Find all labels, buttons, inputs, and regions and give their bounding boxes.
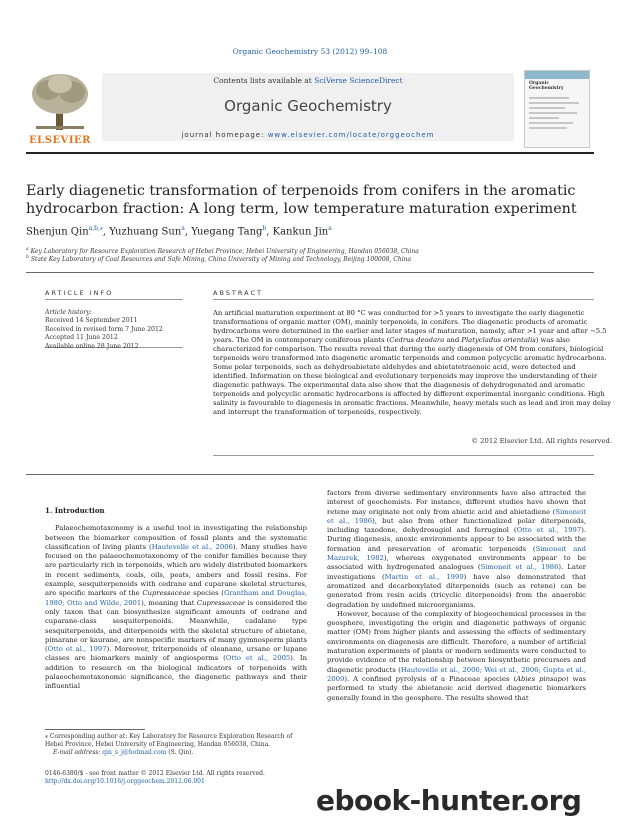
footnote: ⁎ Corresponding author at: Key Laboratory for Resource Exploration Research of Hebei Province, Hebei University of Engineering, Handan 056038, China. E-mail address: qin_s_j@hotmail.com (S. Qin).	[45, 733, 293, 756]
journal-homepage: journal homepage: www.elsevier.com/locate/orggeochem	[181, 131, 435, 139]
article-info-rule	[45, 299, 183, 300]
paragraph	[45, 524, 307, 691]
corresponding-author-mark[interactable]: ⁎	[99, 225, 103, 232]
paragraph	[327, 610, 586, 703]
text-run: ). Later investigations (	[327, 563, 586, 581]
citation-link[interactable]: Hautevelle et al., 2006; Wei et al., 2006; Gupta et al., 2009	[327, 665, 586, 683]
body-rule	[26, 474, 594, 475]
citation-link[interactable]: Simoneit and Mazurek, 1982	[327, 544, 586, 563]
article-history: Article history: Received 14 September 2011 Received in revised form 7 June 2012 Accepted 11 June 2012 Available online 28 June 2012	[45, 309, 163, 350]
citation-link[interactable]: Grantham and Douglas, 1980; Otto and Wilde, 2001	[45, 589, 308, 607]
doi-link[interactable]: http://dx.doi.org/10.1016/j.orggeochem.2012.06.001	[45, 778, 205, 785]
text-run: ) have also demonstrated that aromatized and decarboxylated diterpenoids (such as retene) can be generated from resin acids (tricyclic diterpenoids) from the anaerobic degradation by undefined microorganisms.	[327, 572, 586, 609]
text-run: ). During diagenesis, anoxic environments appear to be associated with the formation and preservation of aromatic terpenoids (	[327, 526, 586, 553]
article-info-heading: ARTICLE INFO	[45, 289, 114, 297]
author: Yuzhuang Sun	[109, 226, 182, 238]
author-list: Shenjun Qin$^{a,b,⁎}$, Yuzhuang Sun$^a$, Yuegang Tang$^b$, Kankun Jin$^a$	[26, 225, 332, 238]
journal-name: Organic Geochemistry	[224, 97, 392, 115]
text-run: Palaeochemotaxonomy is a useful tool in investigating the relationship between the biomarker composition of fossil plants and the systematic classification of living plants (	[45, 524, 307, 551]
citation-link[interactable]: Otto et al., 1997	[516, 526, 582, 535]
citation-link[interactable]: Simoneit et al., 1986	[327, 507, 586, 525]
text-run: ), but also from other functionalized polar diterpenoids, including taxodone, dehydrosugiol and ferruginol (	[327, 516, 586, 535]
text-run: ). Moreover, triterpenoids of oleanane, ursane or lupane classes are biomarkers mainly of angiosperms (	[45, 645, 307, 663]
contents-line: Contents lists available at SciVerse ScienceDirect	[213, 76, 403, 85]
abstract-heading: ABSTRACT	[213, 289, 263, 297]
section-heading: 1. Introduction	[45, 506, 105, 515]
text-run: ). Many studies have focused on the palaeochemotaxonomy of the conifer families because they are particularly rich in terpenoids, which are widely distributed biomarkers in recent sediments, coals, oils, peats, ambers and fossil resins. For example, sesquiterpenoids with cedrane and cuparane skeletal structures, are specific markers of the	[45, 542, 307, 598]
text-run: ) was performed to study the abietanoic acid derived diagenetic biomarkers generally found in the geosphere. The results showed that	[327, 674, 586, 702]
text-run: ). A confined pyrolysis of a Pinaceae species (	[344, 674, 517, 683]
footnote-rule	[45, 729, 145, 730]
italic-term: Cupressaceae	[196, 598, 246, 607]
affiliation-a: $^a$ Key Laboratory for Resource Exploration Research of Hebei Province, Hebei University of Engineering, Handan 056038, China	[26, 247, 419, 255]
body-column-right	[327, 489, 586, 703]
author: Yuegang Tang	[191, 226, 263, 238]
body-column-left	[45, 506, 307, 692]
article-title: Early diagenetic transformation of terpenoids from conifers in the aromatic hydrocarbon fraction: A long term, low temperature maturation experiment	[26, 183, 577, 217]
header-rule	[26, 152, 594, 154]
author: Shenjun Qin	[26, 226, 89, 238]
front-matter: 0146-6380/$ - see front matter © 2012 Elsevier Ltd. All rights reserved. http://dx.doi.org/10.1016/j.orggeochem.2012.06.001	[45, 770, 307, 786]
text-run: ). In addition to research on the biological indicators of terpenoids with palaeochemotaxonomic significance, the diagenetic pathways and their influential	[45, 654, 307, 691]
citation-link[interactable]: Martin et al., 1999	[384, 572, 464, 581]
abstract-end-rule	[213, 455, 594, 456]
italic-term: Cupressaceae	[142, 589, 191, 598]
copyright-notice: © 2012 Elsevier Ltd. All rights reserved.	[471, 437, 612, 445]
text-run: However, because of the complexity of biogeochemical processes in the geosphere, investigating the origin and diagenetic pathways of organic matter (OM) from higher plants and assessing the effects of sedimentary environments on diagenesis are difficult. Therefore, a number of artificial maturation experiments of plants or modern sediments were conducted to provide evidence of the relationship between biosynthetic precursors and diagenetic products (	[327, 609, 586, 674]
homepage-link[interactable]: www.elsevier.com/locate/orggeochem	[267, 131, 435, 139]
text-run: is considered the only taxon that can biosynthesize significant amounts of cedrane and cuparane-class sesquiterpenoids. Meanwhile, cadalane type sesquiterpenoids, and diterpenoids with the skeletal structure of abietane, pimarane or kaurane, are nonspecific markers of many gymnosperm plants (	[45, 598, 307, 654]
italic-term: Abies pinsapo	[516, 674, 566, 683]
section-rule	[26, 272, 594, 273]
citation-link[interactable]: Simoneit et al., 1986	[480, 563, 559, 572]
text-run: species (	[190, 589, 224, 598]
abstract-text: An artificial maturation experiment at 80 °C was conducted for >5 years to investigate the early diagenetic transformations of organic matter (OM), mainly terpenoids, in conifers. The diagenetic products of aromatic hydrocarbons were determined in the earlier and later stages of maturation, namely, after >1 year and after ∼5.5 years. The OM in contemporary coniferous plants (Cedrus deodara and Platycladus orientalis) was also characterized for comparison. The results reveal that during the early diagenesis of OM from conifers, biological terpenoids were transformed into diagenetic aromatic terpenoids and common polycyclic aromatic hydrocarbons. Some polar terpenoids, such as dehydroabietate aldehydes and abietatetraenoic acid, were detected and identified. Information on these biological and evolutionary terpenoids may improve the understanding of their diagenetic pathways. The experimental data also show that the diagenesis of dehydrogenated and aromatic terpenoids and polycyclic aromatic hydrocarbons is affected by different experimental inorganic conditions. High salinity is favourable to diagenesis in aromatic fractions. Meanwhile, heavy metals such as lead and iron may delay and interrupt the transformation of terpenoids, respectively.	[213, 309, 612, 416]
text-run: ), meaning that	[141, 598, 197, 607]
journal-cover-thumbnail[interactable]: Organic Geochemistry	[524, 70, 590, 148]
watermark: ebook-hunter.org	[316, 784, 582, 817]
text-run: factors from diverse sedimentary environments have also attracted the interest of geochemists. For instance, different studies have shown that retene may originate not only from abietic acid and abietadiene (	[327, 489, 586, 516]
citation-link[interactable]: Otto et al., 1997	[47, 645, 107, 654]
affiliation-b: $^b$ State Key Laboratory of Coal Resources and Safe Mining, China University of Mining and Technology, Beijing 100008, China	[26, 255, 412, 263]
citation-link[interactable]: Otto et al., 2005	[225, 654, 291, 663]
author: Kankun Jin	[272, 226, 329, 238]
elsevier-wordmark: ELSEVIER	[29, 135, 91, 146]
text-run: ), whereas oxygenated environments appear to be associated with hydrogenated analogues (	[327, 554, 587, 572]
citation-link[interactable]: Hautevelle et al., 2006	[151, 542, 233, 551]
sciencedirect-link[interactable]: SciVerse ScienceDirect	[314, 76, 403, 85]
journal-reference[interactable]: Organic Geochemistry 53 (2012) 99–108	[232, 47, 388, 56]
email-link[interactable]: qin_s_j@hotmail.com	[102, 749, 167, 756]
paragraph	[327, 489, 586, 610]
abstract-rule	[213, 299, 594, 300]
